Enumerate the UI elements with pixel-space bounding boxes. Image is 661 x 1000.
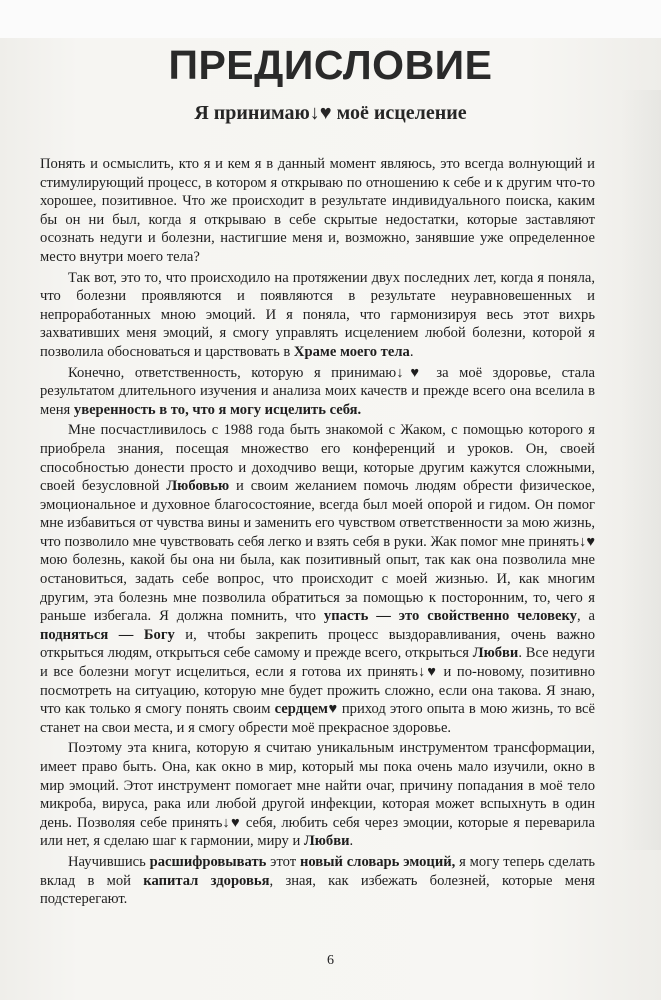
bold-phrase: расшифровывать [149,853,267,870]
bold-phrase: сердцем♥ [274,701,338,718]
paragraph-text: я могу теперь сделать вклад в мой [40,853,596,889]
bold-phrase: Любви [303,833,350,850]
bold-phrase: уверенность в то, что я могу исцелить себя. [73,401,362,418]
paragraph-text: этот [266,853,300,870]
paragraph-text: . [349,833,354,850]
paragraph-text: Поэтому эта книга, которую я считаю уникальным инструментом трансформации, имеет право быть. Она, как окно в мир, который мы пока очень мало изучили, окно в мир эмоций. Этот инструмент помогает мне найти очаг, причину попадания в моё тело микроба, вируса, рака или любой другой инфекции, которая может вспыхнуть в один день. Позволяя себе принять↓♥ себя, любить себя через эмоции, которые я переварила или нет, я сделаю шаг к гармонии, миру и [40,740,595,850]
paragraph-text: Научившись [68,853,150,870]
page-top-margin [0,0,661,38]
paragraph-5 [40,739,595,851]
chapter-subtitle: Я принимаю↓♥ моё исцеление [194,102,467,124]
page-number: 6 [327,953,334,968]
paragraph-text: и, чтобы закрепить процесс выздоравливания, очень важно открыться людям, открыться себе самому и прежде всего, открыться [40,626,595,662]
bold-phrase: Любви [472,645,519,662]
paragraph-text: Конечно, ответственность, которую я принимаю↓♥ за моё здоровье, стала результатом длительного изучения и анализа моих качеств и прежде всего она вселила в меня [40,364,595,418]
bold-phrase: Храме моего тела [293,343,410,360]
paragraph-text: , зная, как избежать болезней, которые меня подстерегают. [40,872,595,908]
chapter-title: ПРЕДИСЛОВИЕ [168,42,493,88]
bold-phrase: упасть — это свойственно человеку [323,608,577,625]
paragraph-text: , а [576,608,596,625]
bold-phrase: подняться — Богу [40,626,175,643]
paragraph-4 [40,421,595,737]
paragraph-2 [40,269,595,362]
paragraph-text: и своим желанием помочь людям обрести физическое, эмоциональное и духовное благосостояние, всегда был моей опорой и гидом. Он помог мне избавиться от чувства вины и заменить его чувством ответственности за мою жизнь, что позволило мне чувствовать себя легко и взять себя в руки. Жак помог мне принять↓♥ мою болезнь, какой бы она ни была, как позитивный опыт, так как она позволила мне остановиться, задать себе вопрос, что происходит с моей жизнью. И, как многим другим, эта болезнь мне позволила обратиться за помощью к посторонним, то, чего я раньше избегала. Я должна помнить, что [40,478,595,625]
paragraph-text: приход этого опыта в мою жизнь, то всё станет на свои места, и я смогу обрести моё прекрасное здоровье. [40,701,595,736]
paragraph-text: Мне посчастливилось с 1988 года быть знакомой с Жаком, с помощью которого я приобрела знания, посещая множество его конференций и уроков. Он, своей способностью донести просто и доходчиво вещи, которые другим кажутся сложными, своей безусловной [40,422,595,495]
bold-phrase: капитал здоровья [143,872,270,889]
body-text [40,155,595,911]
bold-phrase: новый словарь эмоций, [299,853,456,870]
paragraph-6 [40,853,595,909]
bleed-through-shadow [621,90,661,850]
paragraph-text: . [409,343,414,360]
paragraph-3 [40,364,595,420]
paragraph-1 [40,155,595,267]
paragraph-text: . Все недуги и все болезни могут исцелиться, если я готова их принять↓♥ и по-новому, позитивно посмотреть на ситуацию, которую мне будет прожить сложно, если она такова. Я знаю, что как только я смогу понять своим [40,645,595,718]
bold-phrase: Любовью [166,478,230,495]
paragraph-text: Так вот, это то, что происходило на протяжении двух последних лет, когда я поняла, что болезни проявляются и появляются в результате неуравновешенных и непроработанных мною эмоций. И я поняла, что гармонизируя весь этот вихрь захвативших меня эмоций, я смогу управлять исцелением любой болезни, которой я позволила обосноваться и царствовать в [40,269,595,360]
paragraph-text: Понять и осмыслить, кто я и кем я в данный момент являюсь, это всегда волнующий и стимулирующий процесс, в котором я открываю по отношению к себе и к другим что-то хорошее, позитивное. Что же происходит в результате индивидуального поиска, каким бы он ни был, когда я открываю в себе скрытые недостатки, которые заставляют осознать недуги и болезни, настигшие меня и, возможно, занявшие уже определенное место внутри моего тела? [40,156,595,265]
